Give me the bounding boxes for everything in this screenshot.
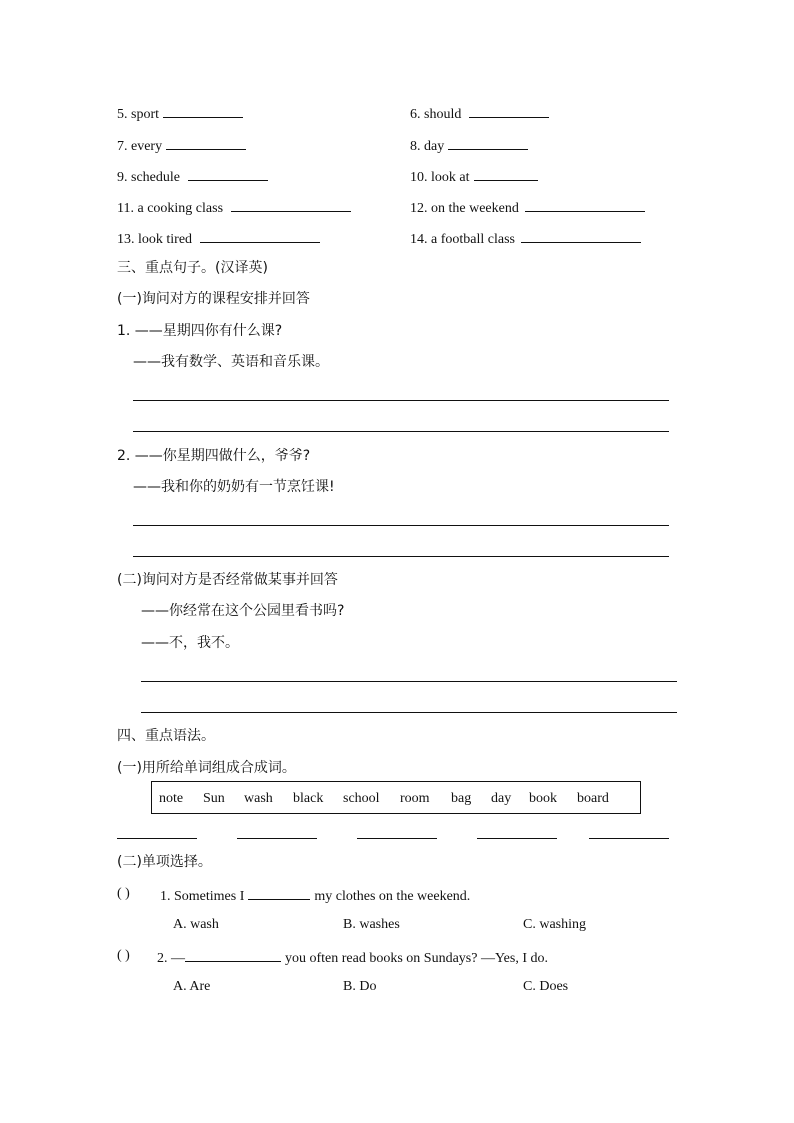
- writing-line[interactable]: [133, 431, 669, 432]
- answer-blank[interactable]: [200, 228, 320, 243]
- subsection-heading: (二)询问对方是否经常做某事并回答: [117, 572, 338, 588]
- answer-paren[interactable]: ( ): [117, 886, 130, 901]
- option-c[interactable]: C. Does: [523, 979, 569, 994]
- vocab-item: 10. look at: [410, 166, 538, 187]
- question-text: ——你经常在这个公园里看书吗?: [141, 603, 345, 619]
- answer-blank[interactable]: [477, 838, 557, 839]
- answer-blank[interactable]: [237, 838, 317, 839]
- question-text: ——不，我不。: [141, 635, 239, 651]
- answer-blank[interactable]: [117, 838, 197, 839]
- vocab-item: 6. should: [410, 103, 549, 124]
- section-heading: 四、重点语法。: [117, 728, 215, 744]
- question-text: 2. ——你星期四做什么，爷爷?: [117, 448, 311, 464]
- word-bank-item: bag: [451, 791, 472, 806]
- vocab-item: 13. look tired: [117, 228, 320, 249]
- word-bank-item: note: [159, 791, 184, 806]
- word-bank-item: day: [491, 791, 512, 806]
- question-text: 1. Sometimes I my clothes on the weekend.: [160, 885, 470, 906]
- answer-blank[interactable]: [188, 166, 268, 181]
- option-c[interactable]: C. washing: [523, 917, 586, 932]
- writing-line[interactable]: [133, 556, 669, 557]
- option-b[interactable]: B. Do: [343, 979, 377, 994]
- vocab-item: 12. on the weekend: [410, 197, 645, 218]
- vocab-item: 11. a cooking class: [117, 197, 351, 218]
- word-bank-item: book: [529, 791, 557, 806]
- word-bank-item: school: [343, 791, 380, 806]
- question-text: ——我和你的奶奶有一节烹饪课!: [133, 479, 335, 495]
- question-text: 2. — you often read books on Sundays? —Yes, I do.: [157, 947, 548, 968]
- question-text: ——我有数学、英语和音乐课。: [133, 354, 329, 370]
- vocab-item: 14. a football class: [410, 228, 641, 249]
- option-a[interactable]: A. Are: [173, 979, 211, 994]
- subsection-heading: (二)单项选择。: [117, 854, 212, 870]
- question-text: 1. ——星期四你有什么课?: [117, 323, 283, 339]
- section-heading: 三、重点句子。(汉译英): [117, 260, 268, 276]
- word-bank-item: board: [577, 791, 609, 806]
- subsection-heading: (一)询问对方的课程安排并回答: [117, 291, 310, 307]
- answer-paren[interactable]: ( ): [117, 948, 130, 963]
- writing-line[interactable]: [141, 712, 677, 713]
- vocab-item: 5. sport: [117, 103, 243, 124]
- answer-blank[interactable]: [166, 135, 246, 150]
- option-b[interactable]: B. washes: [343, 917, 400, 932]
- vocab-item: 9. schedule: [117, 166, 268, 187]
- answer-blank[interactable]: [474, 166, 538, 181]
- writing-line[interactable]: [141, 681, 677, 682]
- answer-blank[interactable]: [185, 947, 281, 962]
- answer-blank[interactable]: [589, 838, 669, 839]
- subsection-heading: (一)用所给单词组成合成词。: [117, 760, 296, 776]
- writing-line[interactable]: [133, 525, 669, 526]
- answer-blank[interactable]: [525, 197, 645, 212]
- word-bank-item: wash: [244, 791, 273, 806]
- vocab-item: 8. day: [410, 135, 528, 156]
- answer-blank[interactable]: [521, 228, 641, 243]
- word-bank: [151, 781, 641, 814]
- word-bank-item: Sun: [203, 791, 225, 806]
- writing-line[interactable]: [133, 400, 669, 401]
- answer-blank[interactable]: [231, 197, 351, 212]
- answer-blank[interactable]: [163, 103, 243, 118]
- answer-blank[interactable]: [248, 885, 310, 900]
- word-bank-item: room: [400, 791, 430, 806]
- answer-blank[interactable]: [357, 838, 437, 839]
- vocab-item: 7. every: [117, 135, 246, 156]
- word-bank-item: black: [293, 791, 324, 806]
- answer-blank[interactable]: [448, 135, 528, 150]
- answer-blank[interactable]: [469, 103, 549, 118]
- option-a[interactable]: A. wash: [173, 917, 219, 932]
